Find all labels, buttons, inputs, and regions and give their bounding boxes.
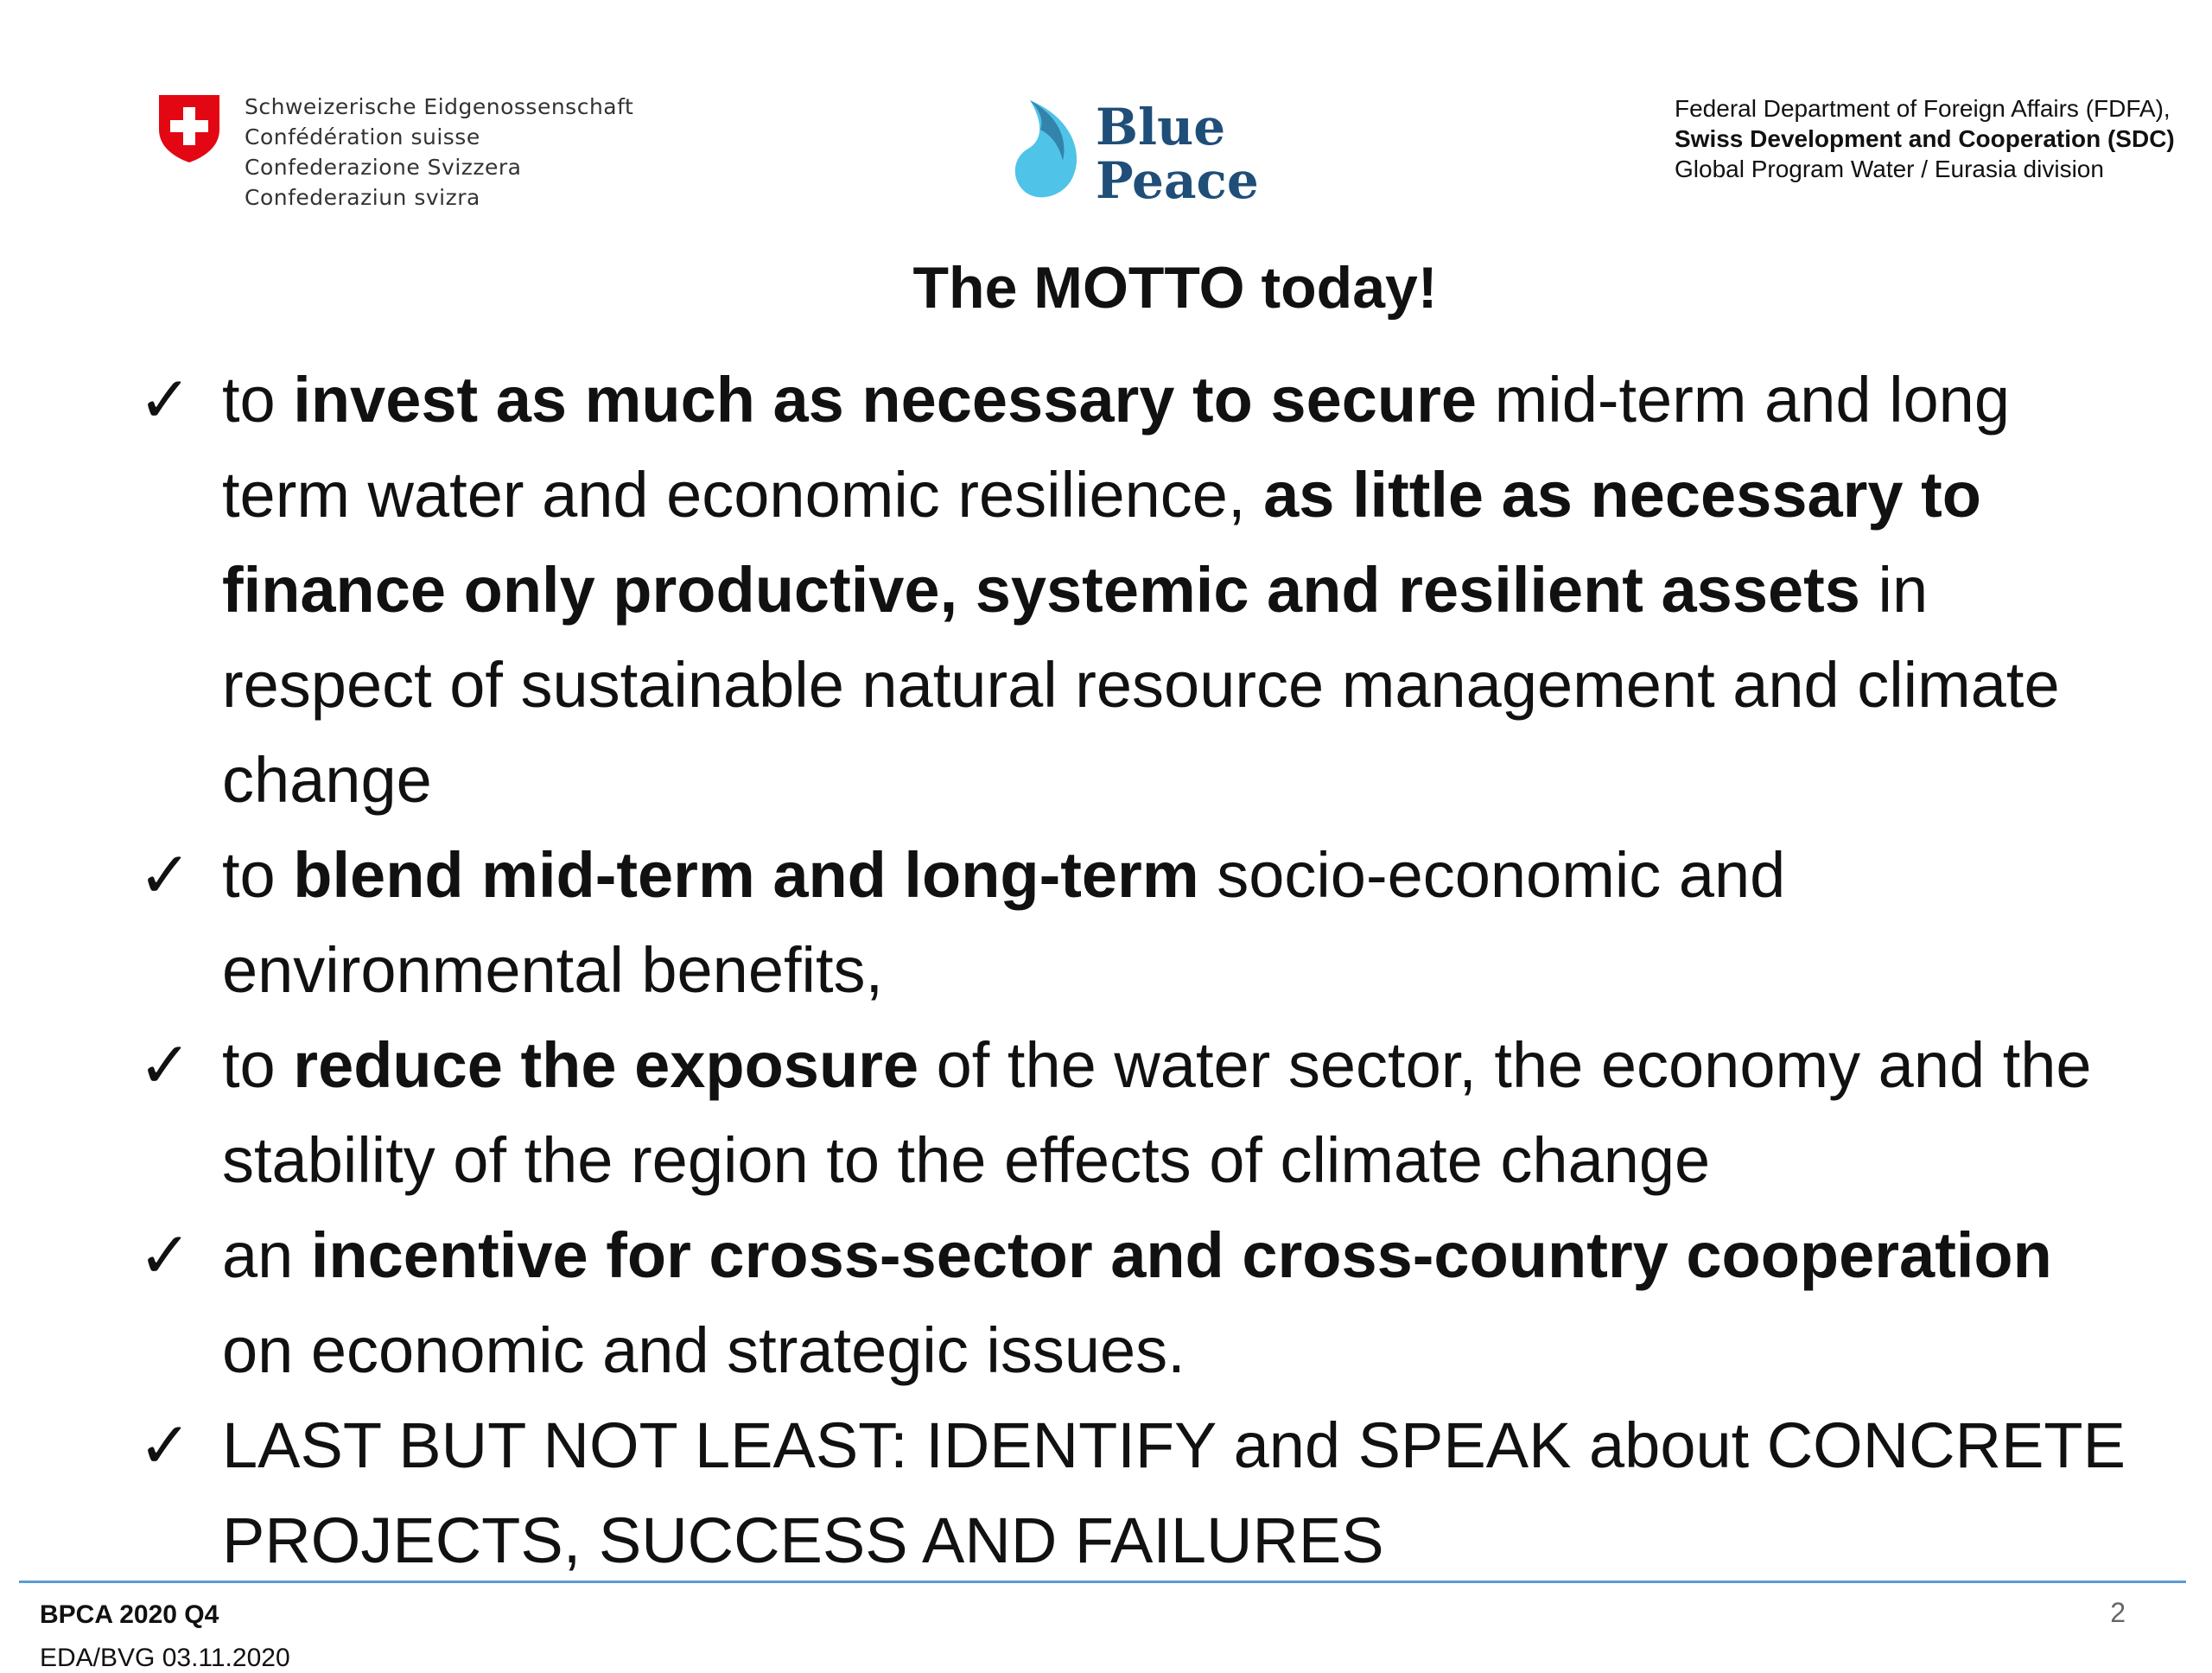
bullet-list	[138, 353, 2126, 1588]
bullet-emphasis: incentive for cross-sector and cross-country cooperation	[310, 1219, 2052, 1291]
bullet-text: mid-term and long term water and economic resilience,	[222, 364, 2010, 531]
confederation-line: Confederazione Svizzera	[245, 155, 522, 180]
footer-divider	[19, 1581, 2186, 1583]
footer-label: BPCA 2020 Q4	[40, 1600, 219, 1629]
bullet-text: LAST BUT NOT LEAST: IDENTIFY and SPEAK about CONCRETE PROJECTS, SUCCESS AND FAILURES	[222, 1409, 2126, 1576]
confederation-line: Confédération suisse	[245, 124, 480, 149]
checkmark-icon: ✓	[138, 1409, 193, 1483]
bullet-item	[138, 1208, 2126, 1398]
bullet-text: to	[222, 364, 294, 436]
bullet-text: on economic and strategic issues.	[222, 1314, 1185, 1386]
bullet-emphasis: as little as necessary to finance only productive, systemic and resilient assets	[222, 459, 1981, 626]
checkmark-icon: ✓	[138, 1028, 193, 1103]
bullet-item	[138, 353, 2126, 828]
bullet-emphasis: invest as much as necessary to secure	[293, 364, 1478, 436]
swiss-coat-of-arms-icon	[156, 92, 223, 164]
water-drop-icon	[1011, 100, 1082, 204]
bullet-item	[138, 1398, 2126, 1588]
department-line: Global Program Water / Eurasia division	[1675, 156, 2104, 182]
bullet-emphasis: blend mid-term and long-term	[293, 839, 1199, 911]
bullet-text: of the water sector, the economy and the stability of the region to the effects of climate change	[222, 1029, 2092, 1196]
checkmark-icon: ✓	[138, 363, 193, 437]
bullet-text: socio-economic and environmental benefits,	[222, 839, 1786, 1006]
department-line-bold: Swiss Development and Cooperation (SDC)	[1675, 125, 2175, 152]
confederation-line: Schweizerische Eidgenossenschaft	[245, 94, 634, 119]
confederation-names	[245, 92, 633, 213]
bullet-text: to	[222, 1029, 294, 1101]
bullet-text: to	[222, 839, 294, 911]
bullet-emphasis: reduce the exposure	[293, 1029, 919, 1101]
checkmark-icon: ✓	[138, 838, 193, 913]
bullet-item	[138, 1018, 2126, 1208]
checkmark-icon: ✓	[138, 1218, 193, 1293]
department-info	[1675, 93, 2175, 184]
bullet-text: in respect of sustainable natural resource management and climate change	[222, 554, 2060, 816]
page-number: 2	[2110, 1597, 2126, 1628]
blue-peace-logo-text	[1096, 98, 1259, 210]
department-line: Federal Department of Foreign Affairs (FDFA),	[1675, 95, 2171, 122]
logo-line-peace: Peace	[1096, 151, 1259, 210]
footer-date: EDA/BVG 03.11.2020	[40, 1644, 290, 1672]
slide-title: The MOTTO today!	[912, 255, 1438, 321]
bullet-item	[138, 828, 2126, 1018]
logo-line-blue: Blue	[1096, 98, 1226, 156]
bullet-text: an	[222, 1219, 311, 1291]
confederation-line: Confederaziun svizra	[245, 185, 480, 210]
